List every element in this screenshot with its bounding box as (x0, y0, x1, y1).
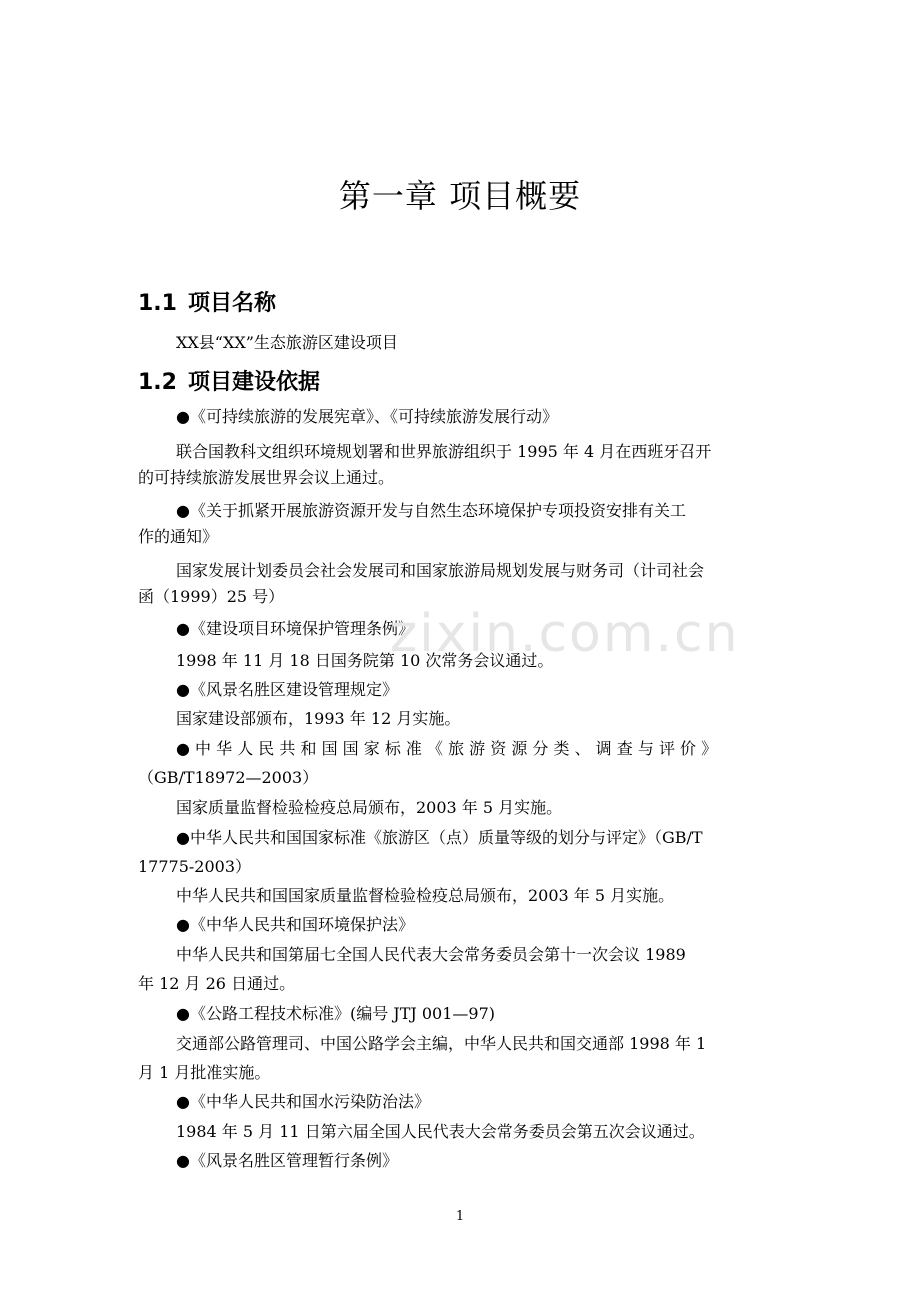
basis-item-desc: 1984 年 5 月 11 日第六届全国人民代表大会常务委员会第五次会议通过。 (176, 1122, 705, 1141)
section-title: 项目建设依据 (188, 370, 321, 395)
basis-item-desc: 的可持续旅游发展世界会议上通过。 (138, 468, 395, 487)
basis-item-title: ●《建设项目环境保护管理条例》 (176, 619, 414, 638)
section-heading-1-2 (138, 368, 320, 398)
section-title: 项目名称 (188, 291, 277, 316)
basis-item-desc: 函（1999）25 号） (138, 587, 285, 606)
section-number: 1.2 (138, 370, 177, 395)
page-number: 1 (455, 1209, 465, 1224)
section-heading-1-1 (138, 289, 276, 319)
chapter-title: 第一章 项目概要 (338, 177, 582, 215)
basis-item-desc: 国家质量监督检验检疫总局颁布，2003 年 5 月实施。 (176, 798, 563, 817)
basis-item-title: ●《可持续旅游的发展宪章》、《可持续旅游发展行动》 (176, 407, 558, 426)
basis-item-title: ●《风景名胜区建设管理规定》 (176, 680, 398, 699)
basis-item-title: 17775-2003） (138, 857, 252, 876)
project-name: XX县“XX”生态旅游区建设项目 (176, 333, 398, 352)
watermark: zixin.com.cn (390, 604, 740, 664)
basis-item-desc: 中华人民共和国国家质量监督检验检疫总局颁布，2003 年 5 月实施。 (176, 886, 675, 905)
basis-item-desc: 国家发展计划委员会社会发展司和国家旅游局规划发展与财务司（计司社会 (176, 561, 705, 580)
basis-item-desc: 1998 年 11 月 18 日国务院第 10 次常务会议通过。 (176, 651, 554, 670)
basis-item-title: ●《关于抓紧开展旅游资源开发与自然生态环境保护专项投资安排有关工 (176, 501, 686, 520)
basis-item-title: ● 中 华 人 民 共 和 国 国 家 标 准 《 旅 游 资 源 分 类 、 调 查 与 评 价 》 (176, 739, 718, 758)
section-number: 1.1 (138, 291, 177, 316)
basis-item-desc: 月 1 月批准实施。 (138, 1063, 271, 1082)
basis-item-desc: 交通部公路管理司、中国公路学会主编，中华人民共和国交通部 1998 年 1 (176, 1034, 707, 1053)
basis-item-title: ●《公路工程技术标准》(编号 JTJ 001—97) (176, 1004, 496, 1023)
basis-item-desc: 联合国教科文组织环境规划署和世界旅游组织于 1995 年 4 月在西班牙召开 (176, 442, 712, 461)
basis-item-desc: 年 12 月 26 日通过。 (138, 974, 296, 993)
basis-item-title: 作的通知》 (138, 527, 219, 546)
basis-item-title: ●《风景名胜区管理暂行条例》 (176, 1151, 398, 1170)
basis-item-desc: 中华人民共和国第届七全国人民代表大会常务委员会第十一次会议 1989 (176, 945, 686, 964)
basis-item-title: ●《中华人民共和国环境保护法》 (176, 915, 414, 934)
basis-item-title: （GB/T18972—2003） (138, 768, 319, 787)
basis-item-title: ●《中华人民共和国水污染防治法》 (176, 1092, 430, 1111)
basis-item-desc: 国家建设部颁布，1993 年 12 月实施。 (176, 709, 461, 728)
basis-item-title: ●中华人民共和国国家标准《旅游区（点）质量等级的划分与评定》（GB/T (176, 828, 703, 847)
